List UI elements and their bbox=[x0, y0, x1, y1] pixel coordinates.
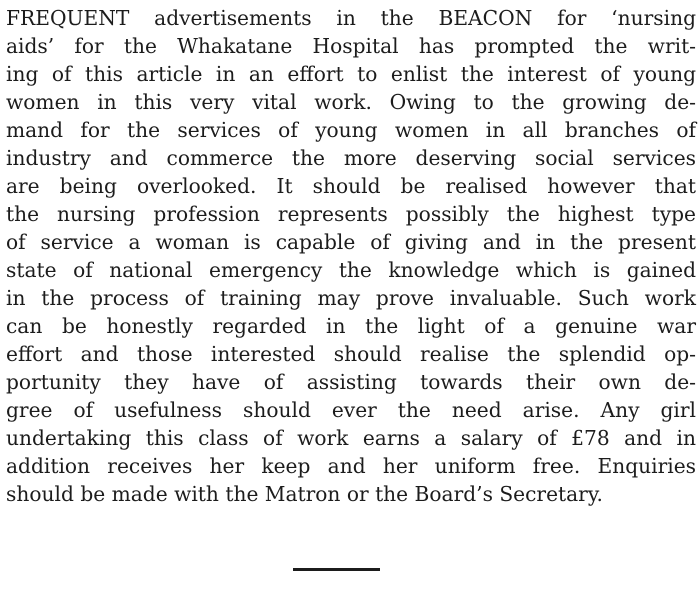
article-line: effort and those interested should realise the splendid op- bbox=[6, 342, 696, 366]
article-line: industry and commerce the more deserving social services bbox=[6, 146, 696, 170]
article-line: can be honestly regarded in the light of a genuine war bbox=[6, 314, 696, 338]
article-line: are being overlooked. It should be realised however that bbox=[6, 174, 696, 198]
article-line: undertaking this class of work earns a salary of £78 and in bbox=[6, 426, 696, 450]
article-line: the nursing profession represents possibly the highest type bbox=[6, 202, 696, 226]
article-body bbox=[6, 4, 696, 508]
article-line: portunity they have of assisting towards their own de- bbox=[6, 370, 696, 394]
end-of-article-rule bbox=[293, 568, 380, 571]
article-line: addition receives her keep and her uniform free. Enquiries bbox=[6, 454, 696, 478]
article-line: mand for the services of young women in all branches of bbox=[6, 118, 696, 142]
article-line: aids’ for the Whakatane Hospital has prompted the writ- bbox=[6, 34, 696, 58]
article-line: state of national emergency the knowledge which is gained bbox=[6, 258, 696, 282]
article-line: FREQUENT advertisements in the BEACON for ‘nursing bbox=[6, 6, 696, 30]
article-line: of service a woman is capable of giving and in the present bbox=[6, 230, 696, 254]
article-line: in the process of training may prove invaluable. Such work bbox=[6, 286, 696, 310]
article-line: ing of this article in an effort to enlist the interest of young bbox=[6, 62, 696, 86]
article-line: women in this very vital work. Owing to the growing de- bbox=[6, 90, 696, 114]
article-line: should be made with the Matron or the Board’s Secretary. bbox=[6, 482, 603, 506]
article-line: gree of usefulness should ever the need arise. Any girl bbox=[6, 398, 696, 422]
